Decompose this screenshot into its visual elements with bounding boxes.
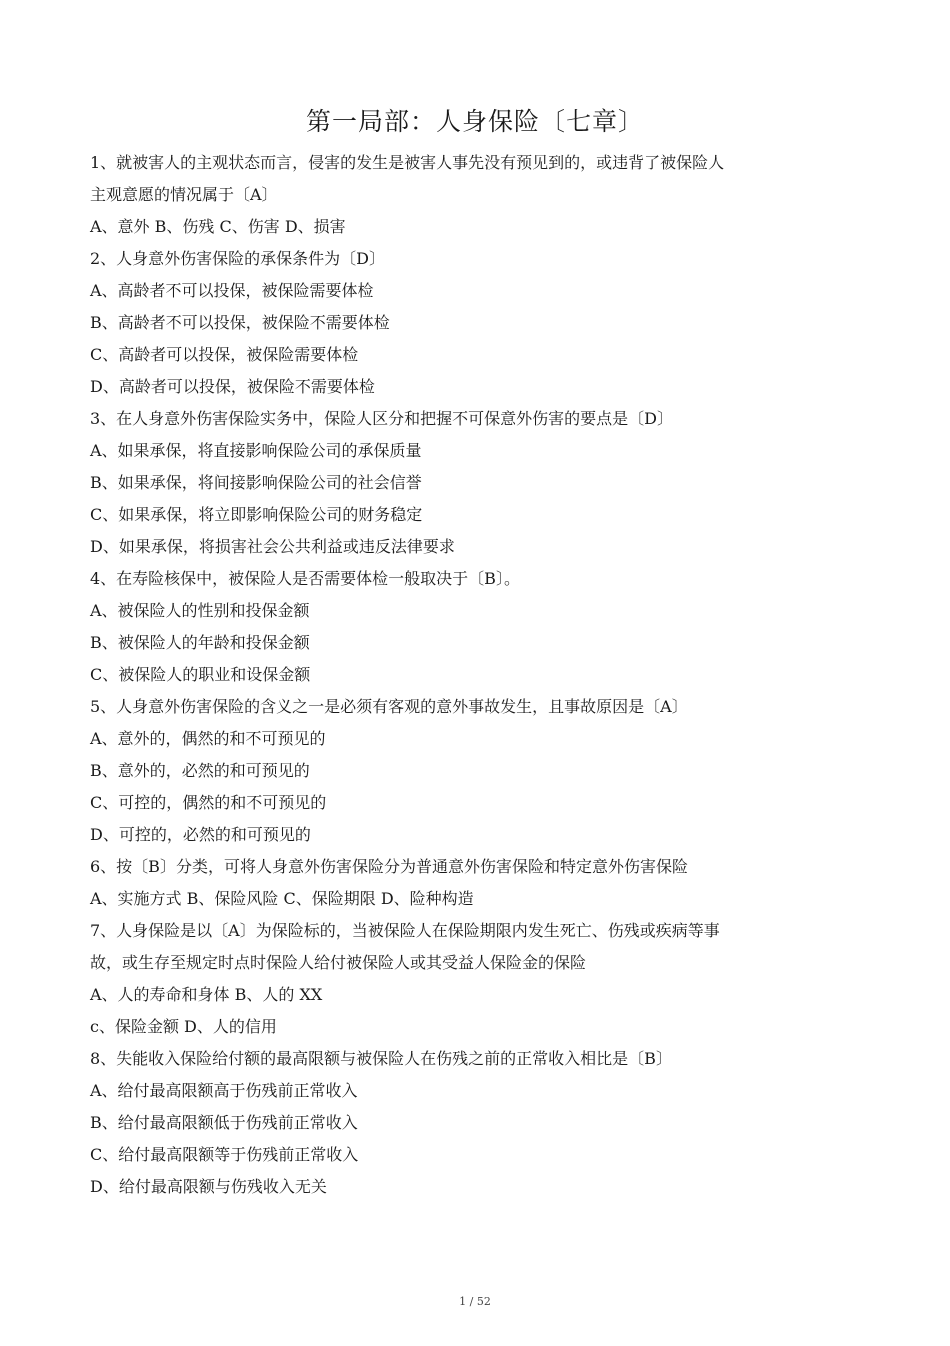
text-line: C、被保险人的职业和设保金额 (90, 665, 311, 684)
text-line: B、意外的，必然的和可预见的 (90, 761, 310, 780)
text-line: 6、按〔B〕分类，可将人身意外伤害保险分为普通意外伤害保险和特定意外伤害保险 (90, 857, 688, 876)
text-line: A、被保险人的性别和投保金额 (90, 601, 310, 620)
text-line: D、给付最高限额与伤残收入无关 (90, 1177, 327, 1196)
text-line: B、如果承保，将间接影响保险公司的社会信誉 (90, 473, 422, 492)
text-line: C、如果承保，将立即影响保险公司的财务稳定 (90, 505, 423, 524)
text-line: C、给付最高限额等于伤残前正常收入 (90, 1145, 359, 1164)
text-line: A、意外 B、伤残 C、伤害 D、损害 (90, 217, 346, 236)
text-line: 7、人身保险是以〔A〕为保险标的，当被保险人在保险期限内发生死亡、伤残或疾病等事 (90, 921, 720, 940)
text-line: D、高龄者可以投保，被保险不需要体检 (90, 377, 375, 396)
page-number: 1 / 52 (459, 1295, 491, 1308)
text-line: B、高龄者不可以投保，被保险不需要体检 (90, 313, 390, 332)
text-line: 4、在寿险核保中，被保险人是否需要体检一般取决于〔B〕。 (90, 569, 520, 588)
text-line: A、给付最高限额高于伤残前正常收入 (90, 1081, 358, 1100)
text-line: c、保险金额 D、人的信用 (90, 1017, 277, 1036)
text-line: 故，或生存至规定时点时保险人给付被保险人或其受益人保险金的保险 (90, 953, 587, 972)
text-line: A、意外的，偶然的和不可预见的 (90, 729, 326, 748)
text-line: A、高龄者不可以投保，被保险需要体检 (90, 281, 374, 300)
text-line: A、实施方式 B、保险风险 C、保险期限 D、险种构造 (90, 889, 474, 908)
text-line: B、被保险人的年龄和投保金额 (90, 633, 310, 652)
text-line: 3、在人身意外伤害保险实务中，保险人区分和把握不可保意外伤害的要点是〔D〕 (90, 409, 674, 428)
text-line: 2、人身意外伤害保险的承保条件为〔D〕 (90, 249, 386, 268)
text-line: B、给付最高限额低于伤残前正常收入 (90, 1113, 358, 1132)
page-title: 第一局部：人身保险〔七章〕 (305, 107, 644, 136)
text-line: D、可控的，必然的和可预见的 (90, 825, 311, 844)
text-line: A、如果承保，将直接影响保险公司的承保质量 (90, 441, 422, 460)
text-line: 8、失能收入保险给付额的最高限额与被保险人在伤残之前的正常收入相比是〔B〕 (90, 1049, 672, 1068)
text-line: D、如果承保，将损害社会公共利益或违反法律要求 (90, 537, 455, 556)
text-line: C、高龄者可以投保，被保险需要体检 (90, 345, 359, 364)
text-line: 5、人身意外伤害保险的含义之一是必须有客观的意外事故发生，且事故原因是〔A〕 (90, 697, 688, 716)
text-line: C、可控的，偶然的和不可预见的 (90, 793, 327, 812)
text-line: 1、就被害人的主观状态而言，侵害的发生是被害人事先没有预见到的，或违背了被保险人 (90, 153, 725, 172)
text-line: 主观意愿的情况属于〔A〕 (90, 185, 278, 204)
text-line: A、人的寿命和身体 B、人的 XX (90, 985, 323, 1004)
